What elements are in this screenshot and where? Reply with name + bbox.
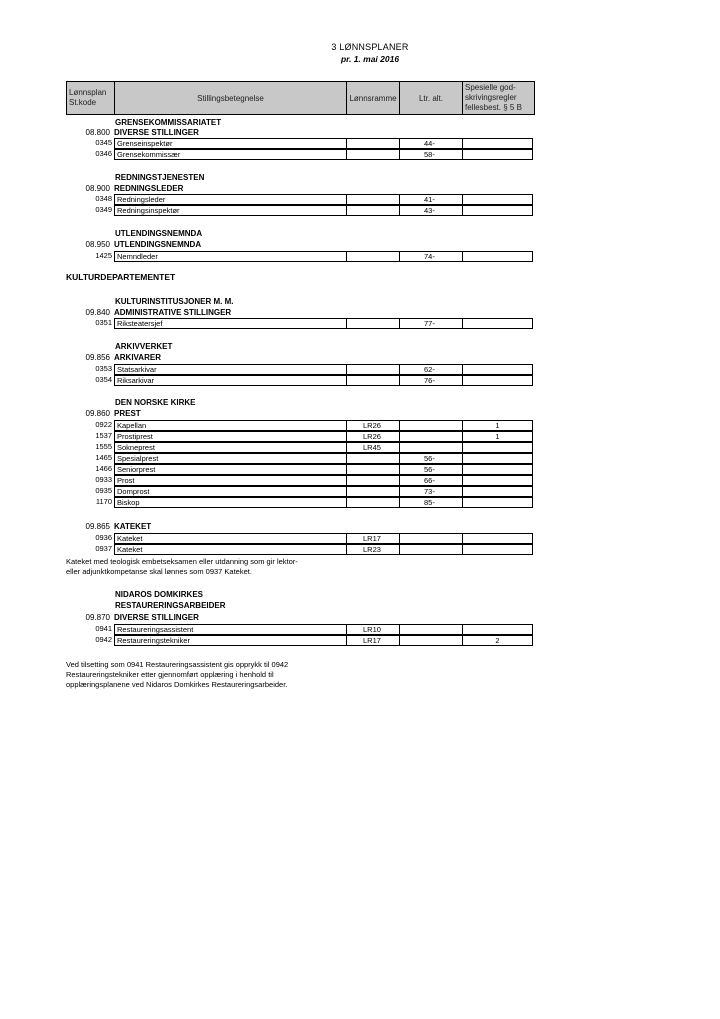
group-heading: 09.840 ADMINISTRATIVE STILLINGER (85, 308, 232, 317)
table-row: 1170 Biskop 85- (66, 497, 533, 508)
section-heading: KULTURINSTITUSJONER M. M. (115, 297, 234, 306)
table-row: 1555 Sokneprest LR45 (66, 442, 533, 453)
table-row: 0942 Restaureringstekniker LR17 2 (66, 635, 533, 646)
column-ltr: Ltr. alt. (400, 82, 463, 114)
table-row: 0941 Restaureringsassistent LR10 (66, 624, 533, 635)
table-row: 0936 Kateket LR17 (66, 533, 533, 544)
column-lonnsramme: Lønnsramme (347, 82, 400, 114)
section-heading: DEN NORSKE KIRKE (115, 398, 196, 407)
group-heading: 09.865 KATEKET (85, 522, 152, 531)
table-row: 0353 Statsarkivar 62- (66, 364, 533, 375)
table-row: 0346 Grensekommissær 58- (66, 149, 533, 160)
section-heading: GRENSEKOMMISSARIATET (115, 118, 222, 127)
table-row: 0933 Prost 66- (66, 475, 533, 486)
table-row: 0922 Kapellan LR26 1 (66, 420, 533, 431)
page-header-date: pr. 1. mai 2016 (340, 54, 400, 64)
table-row: 0351 Riksteatersjef 77- (66, 318, 533, 329)
table-row: 0349 Redningsinspektør 43- (66, 205, 533, 216)
table-row: 1465 Spesialprest 56- (66, 453, 533, 464)
section-heading: ARKIVVERKET (115, 342, 173, 351)
group-heading: 09.856 ARKIVARER (85, 353, 161, 362)
note-nidaros: Ved tilsetting som 0941 Restaureringsassistent gis opprykk til 0942 Restaureringstekniker etter gjennomført opplæring i henhold til opplæringsplanene ved Nidaros Domkirkes Restaureringsarbeider. (66, 660, 289, 689)
group-heading: 09.870 DIVERSE STILLINGER (85, 613, 199, 622)
table-row: 0345 Grenseinspektør 44- (66, 138, 533, 149)
table-row: 1466 Seniorprest 56- (66, 464, 533, 475)
group-heading: 08.800 DIVERSE STILLINGER (85, 128, 199, 137)
note-kateket: Kateket med teologisk embetseksamen eller utdanning som gir lektor- eller adjunktkompetanse skal lønnes som 0937 Kateket. (66, 557, 298, 576)
table-row: 0935 Domprost 73- (66, 486, 533, 497)
section-heading: REDNINGSTJENESTEN (115, 173, 205, 182)
column-title: Stillingsbetegnelse (115, 82, 347, 114)
section-heading-2: RESTAURERINGSARBEIDER (115, 601, 226, 610)
column-code: Lønnsplan St.kode (67, 82, 115, 114)
section-heading: NIDAROS DOMKIRKES (115, 590, 204, 599)
table-row: 1537 Prostiprest LR26 1 (66, 431, 533, 442)
department-heading: KULTURDEPARTEMENTET (66, 272, 176, 282)
group-heading: 08.950 UTLENDINGSNEMNDA (85, 240, 202, 249)
table-row: 0354 Riksarkivar 76- (66, 375, 533, 386)
section-heading: UTLENDINGSNEMNDA (115, 229, 203, 238)
group-heading: 08.900 REDNINGSLEDER (85, 184, 184, 193)
table-row: 1425 Nemndleder 74- (66, 251, 533, 262)
group-heading: 09.860 PREST (85, 409, 141, 418)
table-row: 0348 Redningsleder 41- (66, 194, 533, 205)
column-special: Spesielle god- skrivingsregler fellesbest. § 5 B (465, 83, 522, 112)
page-header-title: 3 LØNNSPLANER (331, 42, 409, 52)
table-column-header (66, 81, 535, 115)
table-row: 0937 Kateket LR23 (66, 544, 533, 555)
